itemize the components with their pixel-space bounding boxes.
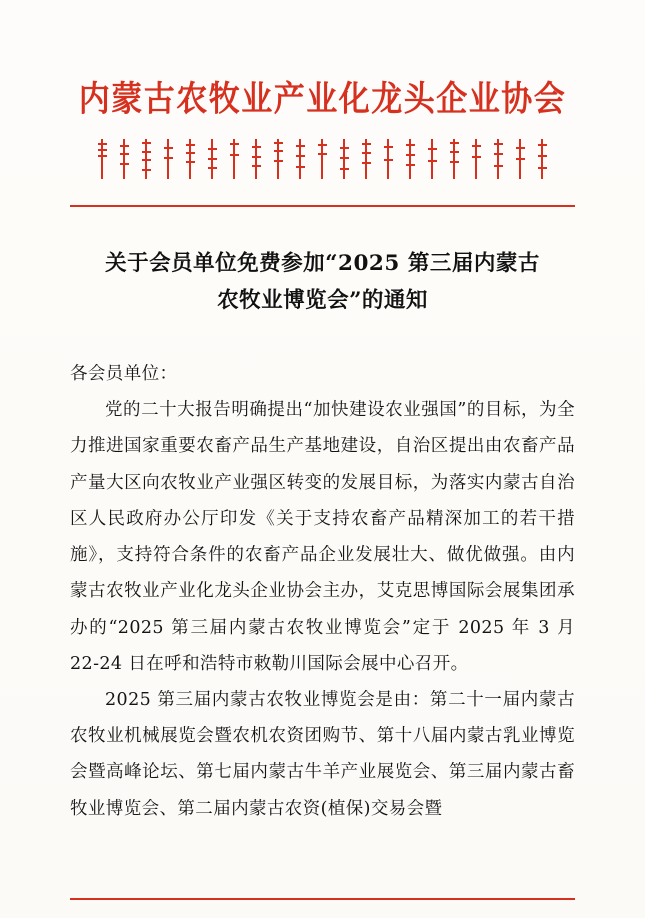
- footer-divider: [70, 898, 575, 900]
- mongolian-glyph: [142, 139, 151, 179]
- mongolian-glyph: [164, 139, 173, 179]
- mongolian-glyph: [318, 139, 327, 179]
- mongolian-script-line: [70, 139, 575, 185]
- mongolian-glyph: [98, 139, 107, 179]
- page-title-line-1: 关于会员单位免费参加“2025 第三届内蒙古: [105, 250, 540, 276]
- mongolian-glyph: [296, 139, 305, 179]
- mongolian-glyph: [494, 139, 503, 179]
- mongolian-glyph: [516, 139, 525, 179]
- salutation: 各会员单位：: [70, 364, 178, 384]
- mongolian-glyph: [362, 139, 371, 179]
- mongolian-glyph: [406, 139, 415, 179]
- mongolian-glyph: [340, 139, 349, 179]
- mongolian-glyph: [120, 139, 129, 179]
- letterhead-divider: [70, 205, 575, 207]
- page-title: [70, 245, 575, 320]
- body-paragraph-1: 党的二十大报告明确提出“加快建设农业强国”的目标，为全力推进国家重要农畜产品生产基地建设，自治区提出由农畜产品产量大区向农牧业产业强区转变的发展目标，为落实内蒙古自治区人民政府办公厅印发《关于支持农畜产品精深加工的若干措施》，支持符合条件的农畜产品企业发展壮大、做优做强。由内蒙古农牧业产业化龙头企业协会主办，艾克思博国际会展集团承办的“2025 第三届内蒙古农牧业博览会”定于 2025 年 3 月 22-24 日在呼和浩特市敕勒川国际会展中心召开。: [70, 400, 575, 674]
- organization-title: 内蒙古农牧业产业化龙头企业协会: [78, 79, 567, 120]
- mongolian-glyph: [186, 139, 195, 179]
- mongolian-glyph: [384, 139, 393, 179]
- document-body: [70, 356, 575, 827]
- mongolian-glyph: [450, 139, 459, 179]
- mongolian-glyph: [428, 139, 437, 179]
- mongolian-glyph: [274, 139, 283, 179]
- mongolian-glyph: [230, 139, 239, 179]
- letterhead: [70, 0, 575, 207]
- mongolian-glyph: [472, 139, 481, 179]
- body-paragraph-2: 2025 第三届内蒙古农牧业博览会是由：第二十一届内蒙古农牧业机械展览会暨农机农资团购节、第十八届内蒙古乳业博览会暨高峰论坛、第七届内蒙古牛羊产业展览会、第三届内蒙古畜牧业博览会、第二届内蒙古农资(植保)交易会暨: [70, 689, 575, 819]
- mongolian-glyph: [538, 139, 547, 179]
- page-title-line-2: 农牧业博览会”的通知: [217, 288, 428, 314]
- mongolian-glyph: [208, 139, 217, 179]
- mongolian-glyph: [252, 139, 261, 179]
